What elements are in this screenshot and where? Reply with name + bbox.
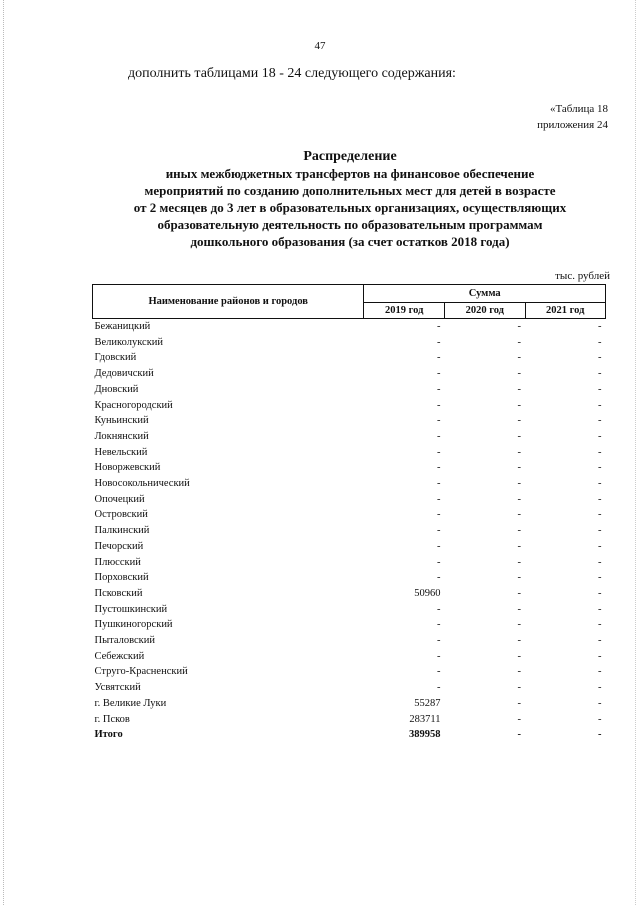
table-row [93, 507, 606, 523]
value-2020: - [517, 682, 521, 694]
value-2020: - [517, 635, 521, 647]
table-row [93, 460, 606, 476]
value-2021: - [598, 556, 602, 568]
district-name: Палкинский [94, 525, 150, 537]
value-2020: - [517, 587, 521, 599]
value-2019: - [437, 509, 441, 521]
value-2021: - [598, 430, 602, 442]
district-name: Усвятский [94, 682, 141, 694]
table-row [93, 319, 606, 335]
district-name: Островский [94, 509, 148, 521]
value-2020: - [517, 399, 521, 411]
district-name: Порховский [94, 572, 149, 584]
table-row [93, 680, 606, 696]
district-name: Куньинский [94, 415, 149, 427]
value-2021: - [598, 478, 602, 490]
table-row [93, 476, 606, 492]
table-row [93, 586, 606, 602]
value-2019: - [437, 462, 441, 474]
table-row [93, 413, 606, 429]
value-2020: - [517, 321, 521, 332]
district-name: Себежский [94, 650, 145, 662]
scan-edge-right [635, 0, 637, 905]
value-2020: - [517, 336, 521, 348]
value-2019: - [437, 572, 441, 584]
value-2021: - [598, 603, 602, 615]
table-row [93, 617, 606, 633]
district-name: Гдовский [94, 352, 137, 364]
value-2021: - [598, 635, 602, 647]
value-2019: - [437, 650, 441, 662]
value-2020: - [517, 368, 521, 380]
value-2019: 50960 [414, 587, 441, 599]
district-name: Печорский [94, 540, 144, 552]
table-row [93, 429, 606, 445]
units-label: тыс. рублей [555, 270, 610, 282]
value-2019: - [437, 368, 441, 380]
value-2020: - [517, 446, 521, 458]
value-2019: - [437, 682, 441, 694]
value-2021: - [598, 619, 602, 631]
value-2020: - [517, 430, 521, 442]
value-2019: - [437, 415, 441, 427]
title-line: иных межбюджетных трансфертов на финансовое обеспечение [165, 166, 535, 181]
value-2021: - [598, 525, 602, 537]
value-2019: - [437, 352, 441, 364]
table-row [93, 633, 606, 649]
value-2019: - [437, 525, 441, 537]
value-2020: - [517, 540, 521, 552]
value-2021: - [598, 587, 602, 599]
table-row [93, 570, 606, 586]
value-2020: - [517, 603, 521, 615]
district-name: Опочецкий [94, 493, 145, 505]
district-name: Плюсский [94, 556, 141, 568]
intro-text: дополнить таблицами 18 - 24 следующего содержания: [128, 66, 456, 81]
value-2019: 55287 [414, 697, 441, 709]
value-2019: - [437, 383, 441, 395]
value-2019: - [437, 666, 441, 678]
value-2021: - [598, 321, 602, 332]
value-2021: - [598, 336, 602, 348]
value-2020: - [517, 352, 521, 364]
value-2019: - [437, 478, 441, 490]
value-2021: - [598, 650, 602, 662]
value-2019: 283711 [409, 713, 441, 725]
district-name: Бежаницкий [94, 321, 151, 332]
value-2021: - [598, 713, 602, 725]
value-2019: - [437, 430, 441, 442]
value-2021: - [598, 415, 602, 427]
value-2019: - [437, 321, 441, 332]
value-2021: - [598, 446, 602, 458]
table-row [93, 649, 606, 665]
value-2020: - [517, 493, 521, 505]
value-2020: - [517, 509, 521, 521]
district-name: Пыталовский [94, 635, 155, 647]
value-2020: - [517, 415, 521, 427]
table-reference-line2: приложения 24 [537, 119, 608, 131]
table-row [93, 445, 606, 461]
value-2020: - [517, 697, 521, 709]
table-row [93, 539, 606, 555]
page-number: 47 [314, 40, 326, 52]
table-row [93, 398, 606, 414]
district-name: Дновский [94, 383, 139, 395]
header-year-2021: 2021 год [525, 302, 606, 319]
title-line: дошкольного образования (за счет остатков 2018 года) [190, 234, 510, 249]
table-row [93, 712, 606, 728]
title-line: мероприятий по созданию дополнительных мест для детей в возрасте [144, 183, 556, 198]
district-name: Пустошкинский [94, 603, 168, 615]
table-row [93, 664, 606, 680]
value-2019: - [437, 399, 441, 411]
title-main: Распределение [303, 149, 397, 164]
value-2021: - [598, 368, 602, 380]
header-sum: Сумма [364, 285, 606, 303]
district-name: Новоржевский [94, 462, 161, 474]
table-row [93, 366, 606, 382]
value-2019: - [437, 603, 441, 615]
value-2020: - [517, 650, 521, 662]
title-line: образовательную деятельность по образовательным программам [157, 217, 543, 232]
district-name: г. Псков [94, 713, 130, 725]
value-2019: - [437, 493, 441, 505]
value-2020: - [517, 572, 521, 584]
value-2021: - [598, 540, 602, 552]
table-row [93, 382, 606, 398]
value-2021: - [598, 493, 602, 505]
value-2019: - [437, 336, 441, 348]
district-name: Новосокольнический [94, 478, 190, 490]
header-name: Наименование районов и городов [93, 285, 364, 319]
value-2021: - [598, 682, 602, 694]
header-year-2019: 2019 год [364, 302, 445, 319]
value-2021: - [598, 383, 602, 395]
value-2020: - [517, 713, 521, 725]
table-row [93, 335, 606, 351]
district-name: Локнянский [94, 430, 149, 442]
value-2021: - [598, 509, 602, 521]
district-name: Итого [94, 729, 123, 741]
district-name: Струго-Красненский [94, 666, 188, 678]
district-name: Великолукский [94, 336, 164, 348]
table-row [93, 602, 606, 618]
total-row [93, 727, 606, 743]
district-name: Пушкиногорский [94, 619, 173, 631]
value-2020: - [517, 383, 521, 395]
value-2020: - [517, 462, 521, 474]
value-2019: - [437, 446, 441, 458]
value-2020: - [517, 525, 521, 537]
value-2020: - [517, 666, 521, 678]
district-name: г. Великие Луки [94, 697, 167, 709]
value-2020: - [517, 556, 521, 568]
table-row [93, 696, 606, 712]
district-name: Невельский [94, 446, 148, 458]
value-2019: - [437, 635, 441, 647]
value-2021: - [598, 666, 602, 678]
table-row [93, 523, 606, 539]
scan-edge-left [3, 0, 5, 905]
document-title [70, 148, 630, 250]
value-2021: - [598, 399, 602, 411]
value-2021: - [598, 352, 602, 364]
value-2019: - [437, 556, 441, 568]
district-name: Красногородский [94, 399, 173, 411]
value-2019: 389958 [409, 729, 441, 741]
header-year-2020: 2020 год [445, 302, 525, 319]
district-name: Дедовичский [94, 368, 154, 380]
table-row [93, 350, 606, 366]
table-row [93, 492, 606, 508]
distribution-table [92, 284, 606, 743]
value-2019: - [437, 619, 441, 631]
district-name: Псковский [94, 587, 143, 599]
title-line: от 2 месяцев до 3 лет в образовательных организациях, осуществляющих [133, 200, 567, 215]
table-row [93, 555, 606, 571]
value-2021: - [598, 729, 602, 741]
value-2020: - [517, 729, 521, 741]
value-2020: - [517, 478, 521, 490]
table-reference [537, 101, 608, 133]
value-2020: - [517, 619, 521, 631]
value-2019: - [437, 540, 441, 552]
value-2021: - [598, 572, 602, 584]
value-2021: - [598, 697, 602, 709]
table-reference-line1: «Таблица 18 [549, 103, 608, 115]
value-2021: - [598, 462, 602, 474]
